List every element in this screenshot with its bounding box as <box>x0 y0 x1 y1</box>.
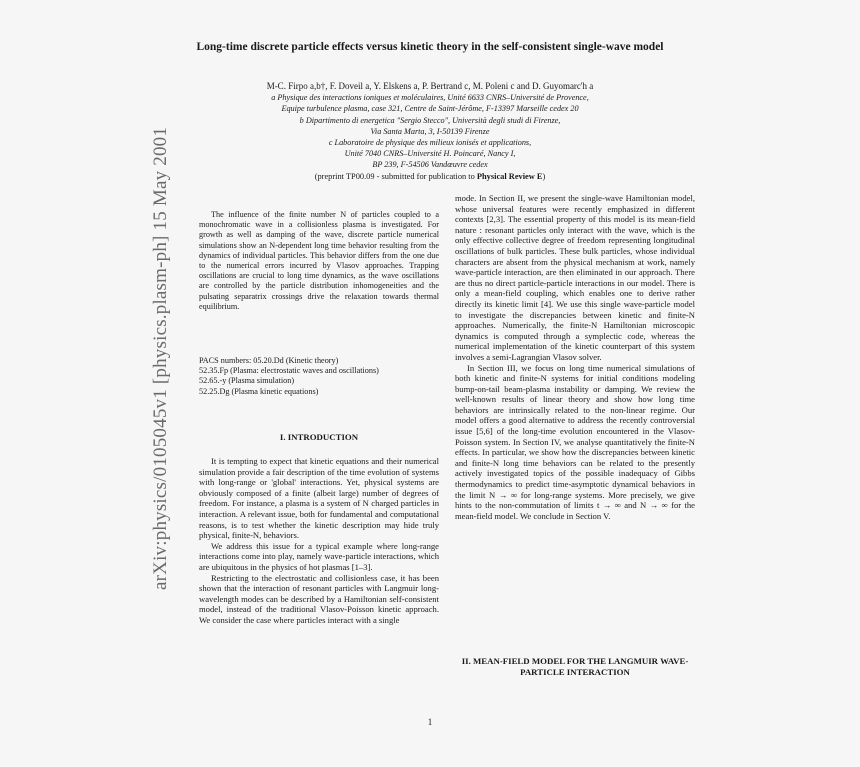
paper-title: Long-time discrete particle effects versus kinetic theory in the self-consistent single-wave model <box>196 41 664 53</box>
affiliation-line: c Laboratoire de physique des milieux ionisés et applications, <box>328 138 532 148</box>
preprint-suffix: ) <box>542 171 546 181</box>
pacs-entry: 52.25.Dg (Plasma kinetic equations) <box>199 386 319 396</box>
affiliation-line: Via Santa Marta, 3, I-50139 Firenze <box>370 126 490 136</box>
affiliation-line: b Dipartimento di energetica "Sergio Stecco", Università degli studi di Firenze, <box>299 115 561 125</box>
affiliation-line: a Physique des interactions ioniques et moléculaires, Unité 6633 CNRS–Université de Provence, <box>271 93 589 103</box>
abstract <box>199 210 439 312</box>
journal-name: Physical Review E <box>476 171 543 181</box>
pacs-entry: 52.65.-y (Plasma simulation) <box>199 376 295 386</box>
paragraph: We address this issue for a typical example where long-range interactions come into play, namely wave-particle interactions, which are ubiquitous in the physics of hot plasmas [1–3]. <box>199 540 439 572</box>
preprint-prefix: (preprint TP00.09 - submitted for publication to <box>314 171 477 181</box>
affiliation-line: BP 239, F-54506 Vandœuvre cedex <box>372 160 488 170</box>
paragraph: Restricting to the electrostatic and collisionless case, it has been shown that the interaction of resonant particles with Langmuir long-wavelength modes can be described by a Hamiltonian self-consistent model, instead of the traditional Vlasov-Poisson kinetic approach. We consider the case where particles interact with a single <box>199 572 439 625</box>
paragraph: It is tempting to expect that kinetic equations and their numerical simulation provide a fair description of the time evolution of systems with long-range or 'global' interactions. Yet, physical systems are obviously composed of a finite (albeit large) number of degrees of freedom. For instance, a plasma is a system of N charged particles in interaction. A relevant issue, both for fundamental and computational reasons, is to test whether the kinetic description may hide truly physical, finite-N, behaviors. <box>199 456 439 541</box>
affiliation-line: Equipe turbulence plasma, case 321, Centre de Saint-Jérôme, F-13397 Marseille cedex 20 <box>281 104 579 114</box>
introduction-body <box>199 456 439 626</box>
preprint-note <box>180 171 680 182</box>
section-heading-mean-field: II. MEAN-FIELD MODEL FOR THE LANGMUIR WAVE-PARTICLE INTERACTION <box>461 656 689 677</box>
section-heading-introduction: I. INTRODUCTION <box>279 432 359 442</box>
affiliation-line: Unité 7040 CNRS–Université H. Poincaré, Nancy I, <box>344 149 516 159</box>
arxiv-identifier: arXiv:physics/0105045v1 [physics.plasm-ph] 15 May 2001 <box>150 126 171 590</box>
page-number: 1 <box>427 717 433 727</box>
paragraph: mode. In Section II, we present the single-wave Hamiltonian model, whose universal features were recently emphasized in different contexts [2,3]. The essential property of this model is its mean-field nature : resonant particles only interact with the wave, which is the only effective collective degree of freedom representing longitudinal oscillations of bulk particles. These bulk particles, whose individual characters are absent from the physical mechanism at work, namely wave-particle interaction, are then eliminated in our approach. There are thus no direct particle-particle interactions in our model. There is only a mean-field coupling, which enables one to derive rather directly its kinetic limit [4]. We use this single wave-particle model to investigate the discrepancies between kinetic and finite-N approaches. Numerically, the finite-N Hamiltonian microscopic dynamics is computed through a symplectic code, whereas the numerical implementation of the kinetic counterpart of this system involves a semi-Lagrangian Vlasov solver. <box>455 193 695 362</box>
author-block <box>180 81 680 182</box>
paragraph: In Section III, we focus on long time numerical simulations of both kinetic and finite-N systems for initial conditions modeling bump-on-tail beam-plasma instability or damping. We review the well-known results of linear theory and show how long time behaviors are intrinsically related to the non-linear regime. Our model offers a good alternative to address the recently controversial issue [5,6] of the long-time evolution encountered in the Vlasov-Poisson system. In Section IV, we analyse quantitatively the finite-N effects. In particular, we show how the discrepancies between kinetic and finite-N long time behaviors can be related to the presently actively investigated topics of the possible inadequacy of Gibbs thermodynamics to predict time-asymptotic dynamical behaviors in the limit N → ∞ for long-range systems. More precisely, we give hints to the non-commutation of limits t → ∞ and N → ∞ for the mean-field model. We conclude in Section V. <box>455 362 695 521</box>
pacs-entry: 52.35.Fp (Plasma: electrostatic waves and oscillations) <box>199 366 379 376</box>
right-column-body <box>455 193 695 521</box>
author-list: M-C. Firpo a,b†, F. Doveil a, Y. Elskens a, P. Bertrand c, M. Poleni c and D. Guyomarc'h a <box>266 81 594 91</box>
pacs-entry: PACS numbers: 05.20.Dd (Kinetic theory) <box>199 356 339 365</box>
pacs-list <box>199 356 439 397</box>
abstract-text: The influence of the finite number N of particles coupled to a monochromatic wave in a collisionless plasma is investigated. For growth as well as damping of the wave, discrete particle numerical simulations show an N-dependent long time behavior resulting from the dynamics of individual particles. This behavior differs from the one due to the numerical errors incurred by Vlasov approaches. Trapping oscillations are crucial to long time dynamics, as the wave oscillations are controlled by the particle distribution inhomogeneities and the pulsating separatrix crossings drive the relaxation towards thermal equilibrium. <box>199 210 439 311</box>
